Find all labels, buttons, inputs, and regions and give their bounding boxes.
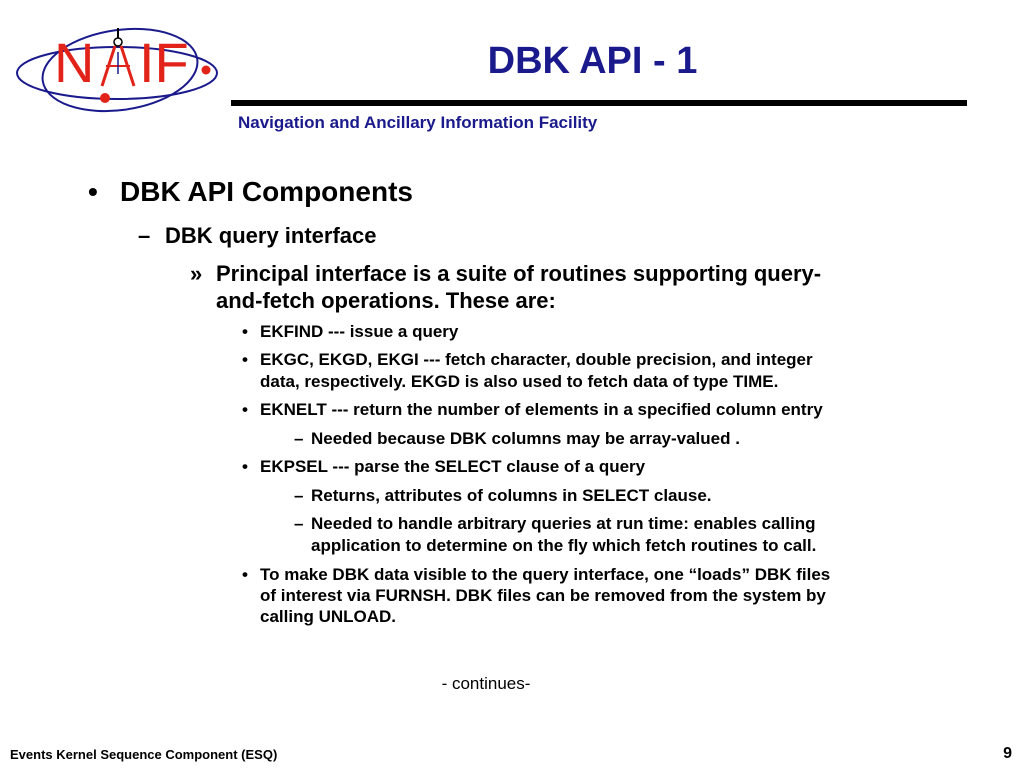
list-item-line: To make DBK data visible to the query interface, one “loads” DBK files	[260, 565, 831, 584]
dash-marker: –	[294, 429, 304, 448]
list-item-line: Returns, attributes of columns in SELECT clause.	[311, 486, 712, 505]
dash-marker: –	[294, 486, 304, 505]
bullet-marker: •	[242, 565, 248, 584]
footer-caption: Events Kernel Sequence Component (ESQ)	[10, 747, 278, 762]
list-item-line: of interest via FURNSH. DBK files can be removed from the system by	[260, 586, 826, 605]
logo-letters-if: IF	[139, 31, 189, 94]
page-title: DBK API - 1	[487, 40, 698, 82]
dash-marker: –	[138, 223, 151, 248]
list-item-line: EKNELT --- return the number of elements in a specified column entry	[260, 400, 823, 419]
dash-marker: –	[294, 514, 304, 533]
subheading: DBK query interface	[165, 223, 377, 248]
list-item-line: Needed because DBK columns may be array-valued .	[311, 429, 740, 448]
bullet-marker: •	[88, 176, 98, 207]
paragraph-line: Principal interface is a suite of routines supporting query-	[216, 261, 822, 286]
list-item-line: EKGC, EKGD, EKGI --- fetch character, double precision, and integer	[260, 350, 813, 369]
list-item-line: data, respectively. EKGD is also used to fetch data of type TIME.	[260, 372, 779, 391]
heading-bullet: DBK API Components	[120, 176, 413, 207]
list-item-line: EKPSEL --- parse the SELECT clause of a query	[260, 457, 646, 476]
list-item-line: Needed to handle arbitrary queries at run time: enables calling	[311, 514, 816, 533]
bullet-marker: •	[242, 322, 248, 341]
page-subtitle: Navigation and Ancillary Information Facility	[238, 113, 598, 132]
list-item-line: calling UNLOAD.	[260, 607, 397, 626]
list-item-line: EKFIND --- issue a query	[260, 322, 459, 341]
list-item-line: application to determine on the fly which fetch routines to call.	[311, 536, 817, 555]
bullet-marker: •	[242, 350, 248, 369]
continues-note: - continues-	[441, 674, 531, 693]
bullet-marker: •	[242, 457, 248, 476]
page-number: 9	[1003, 745, 1012, 762]
chevron-marker: »	[190, 261, 203, 286]
paragraph-line: and-fetch operations. These are:	[216, 288, 556, 313]
bullet-marker: •	[242, 400, 248, 419]
logo-letter-n: N	[54, 31, 95, 94]
